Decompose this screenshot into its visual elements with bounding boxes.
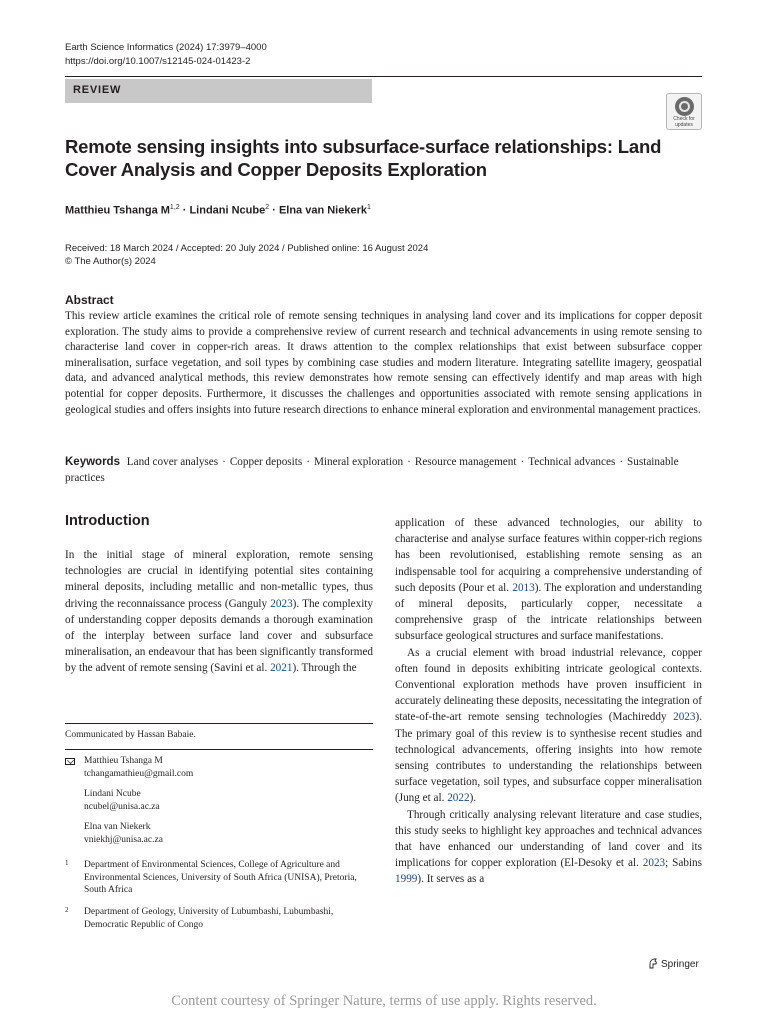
contact-entry bbox=[84, 755, 193, 780]
journal-header bbox=[65, 41, 267, 69]
paragraph bbox=[395, 807, 702, 888]
keywords-line bbox=[65, 454, 702, 486]
contact-email[interactable]: tchangamathieu@gmail.com bbox=[84, 768, 194, 779]
introduction-heading: Introduction bbox=[65, 513, 150, 529]
citation-link[interactable]: 2023 bbox=[673, 711, 696, 724]
footnote-rule bbox=[65, 749, 373, 750]
author-name[interactable]: Matthieu Tshanga M bbox=[65, 204, 170, 217]
abstract-text: This review article examines the critical role of remote sensing techniques in analysing land cover and its implications for copper deposit exploration. The study aims to provide a comprehensive review of current research and technical advancements in using remote sensing to characterise land cover in copper-rich areas. It draws attention to the complex relationships that exist between subsurface copper mineralisation, surface vegetation, and soil types by combining case studies and modern literature. Integrating satellite imagery, geospatial data, and advanced analytical methods, this review demonstrates how remote sensing can effectively identify and map areas with high potential for copper deposits. Furthermore, it discusses the challenges and opportunities associated with remote sensing applications in geological studies and offers insights into future research directions to enhance mineral exploration and environmental management practices. bbox=[65, 310, 702, 416]
paragraph-text: As a crucial element with broad industrial relevance, copper often found in deposits exhibiting intricate geological contexts. Conventional exploration methods have proven insufficient in accurately delineating these deposits, necessitating the integration of state-of-the-art remote sensing technologies (Machireddy bbox=[395, 646, 702, 724]
paragraph-text: ). Through the bbox=[292, 662, 357, 675]
journal-citation: Earth Science Informatics (2024) 17:3979–4000 bbox=[65, 42, 267, 53]
paragraph-text: Through critically analysing relevant literature and case studies, this study seeks to highlight key approaches and technical advances that have enhanced our understanding of land cover and its implications for copper exploration (El-Desoky et al. bbox=[395, 808, 702, 870]
footnote-rule bbox=[65, 723, 373, 724]
paragraph bbox=[65, 547, 373, 677]
envelope-icon bbox=[65, 758, 75, 765]
citation-link[interactable]: 2023 bbox=[642, 857, 666, 870]
keyword: Copper deposits bbox=[229, 456, 303, 468]
check-for-updates-button[interactable] bbox=[666, 93, 702, 130]
citation-link[interactable]: 2022 bbox=[447, 792, 470, 805]
paragraph-text: In the initial stage of mineral exploration, remote sensing technologies are crucial in identifying potential sites containing mineral deposits, including metallic and non-metallic types, thus driving the reconnaissance process (Ganguly bbox=[65, 549, 373, 610]
citation-link[interactable]: 2013 bbox=[512, 581, 535, 594]
paragraph-text: ). It serves as a bbox=[417, 873, 485, 886]
keyword: Land cover analyses bbox=[126, 456, 219, 468]
citation-link[interactable]: 1999 bbox=[395, 873, 418, 886]
paragraph bbox=[395, 515, 702, 645]
author-name[interactable]: Lindani Ncube bbox=[189, 204, 266, 217]
author-affil-ref: 2 bbox=[265, 204, 270, 211]
paragraph-text: ). The primary goal of this review is to synthesise recent studies and technological advancements, offering insights into how remote sensing contributes to understanding the relationships between surface vegetation, soil types, and subsurface copper mineralisation (Jung et al. bbox=[395, 711, 702, 805]
contact-name: Lindani Ncube bbox=[84, 789, 141, 799]
doi-link[interactable]: https://doi.org/10.1007/s12145-024-01423-2 bbox=[65, 56, 251, 67]
citation-link[interactable]: 2021 bbox=[270, 662, 293, 675]
copyright-notice: © The Author(s) 2024 bbox=[65, 255, 156, 267]
paragraph-text: ). The exploration and understanding of mineral deposits, particularly copper, necessitate a comprehensive grasp of the intricate relationships between subsurface geological structures and surface manifestations. bbox=[395, 581, 703, 643]
affiliation-text: Department of Geology, University of Lubumbashi, Lubumbashi, Democratic Republic of Congo bbox=[84, 907, 334, 930]
springer-horse-icon bbox=[648, 958, 658, 969]
article-title: Remote sensing insights into subsurface-surface relationships: Land Cover Analysis and Copper Deposits Exploration bbox=[65, 136, 662, 180]
header-rule bbox=[65, 76, 702, 77]
paragraph-text: application of these advanced technologies, our ability to characterise and analyse surface features within copper-rich regions has been revolutionised, establishing remote sensing as an indispensable tool for acquiring a comprehensive understanding of such deposits (Pour et al. bbox=[395, 517, 702, 594]
paragraph-text: ; Sabins bbox=[665, 857, 702, 870]
contact-name: Elna van Niekerk bbox=[84, 822, 151, 832]
left-column bbox=[65, 547, 373, 677]
section-banner bbox=[65, 79, 372, 103]
keyword: Resource management bbox=[414, 456, 517, 468]
author-affil-ref: 1 bbox=[367, 204, 371, 211]
keyword-separator: · bbox=[222, 456, 226, 468]
history-dates: Received: 18 March 2024 / Accepted: 20 July 2024 / Published online: 16 August 2024 bbox=[65, 243, 429, 254]
check-updates-label: Check for updates bbox=[673, 116, 695, 128]
author-name[interactable]: Elna van Niekerk bbox=[278, 204, 367, 217]
keyword-separator: · bbox=[520, 456, 525, 468]
publication-dates bbox=[65, 243, 428, 268]
contact-entry bbox=[84, 788, 160, 813]
paragraph bbox=[395, 645, 702, 807]
affiliation-number: 1 bbox=[65, 859, 69, 867]
affiliation-text: Department of Environmental Sciences, College of Agriculture and Environmental Sciences, University of South Africa (UNISA), Pretoria, South Africa bbox=[84, 860, 357, 895]
keywords-heading: Keywords bbox=[65, 456, 120, 468]
paragraph-text: ). bbox=[469, 792, 477, 805]
publisher-mark bbox=[648, 958, 699, 970]
abstract-heading: Abstract bbox=[65, 293, 114, 307]
right-column bbox=[395, 515, 702, 888]
keyword: Technical advances bbox=[528, 456, 616, 468]
keyword-separator: · bbox=[407, 456, 411, 468]
citation-link[interactable]: 2023 bbox=[270, 597, 293, 610]
communicated-by: Communicated by Hassan Babaie. bbox=[65, 730, 196, 740]
paragraph-text: ). The complexity of understanding copper deposits demands a thorough examination of the interplay between surface land cover and subsurface mineralisation, an endeavour that has been significantly transformed by the advent of remote sensing (Savini et al. bbox=[65, 597, 374, 675]
keyword-separator: · bbox=[619, 456, 624, 468]
keyword: Sustainable practices bbox=[65, 456, 679, 484]
section-label: REVIEW bbox=[73, 84, 122, 96]
author-separator: · bbox=[272, 204, 276, 217]
contact-entry bbox=[84, 821, 163, 846]
publisher-name: Springer bbox=[661, 959, 699, 970]
author-affil-ref: 1,2 bbox=[169, 204, 180, 211]
check-updates-icon bbox=[675, 97, 694, 116]
author-separator: · bbox=[182, 204, 187, 217]
courtesy-notice: Content courtesy of Springer Nature, terms of use apply. Rights reserved. bbox=[171, 993, 597, 1009]
contact-email[interactable]: ncubel@unisa.ac.za bbox=[84, 801, 160, 812]
affiliation-number: 2 bbox=[65, 906, 69, 914]
contact-email[interactable]: vniekhj@unisa.ac.za bbox=[84, 834, 163, 845]
author-list bbox=[65, 204, 371, 217]
keyword: Mineral exploration bbox=[313, 456, 404, 468]
keyword-separator: · bbox=[306, 456, 310, 468]
contact-name: Matthieu Tshanga M bbox=[84, 756, 163, 766]
